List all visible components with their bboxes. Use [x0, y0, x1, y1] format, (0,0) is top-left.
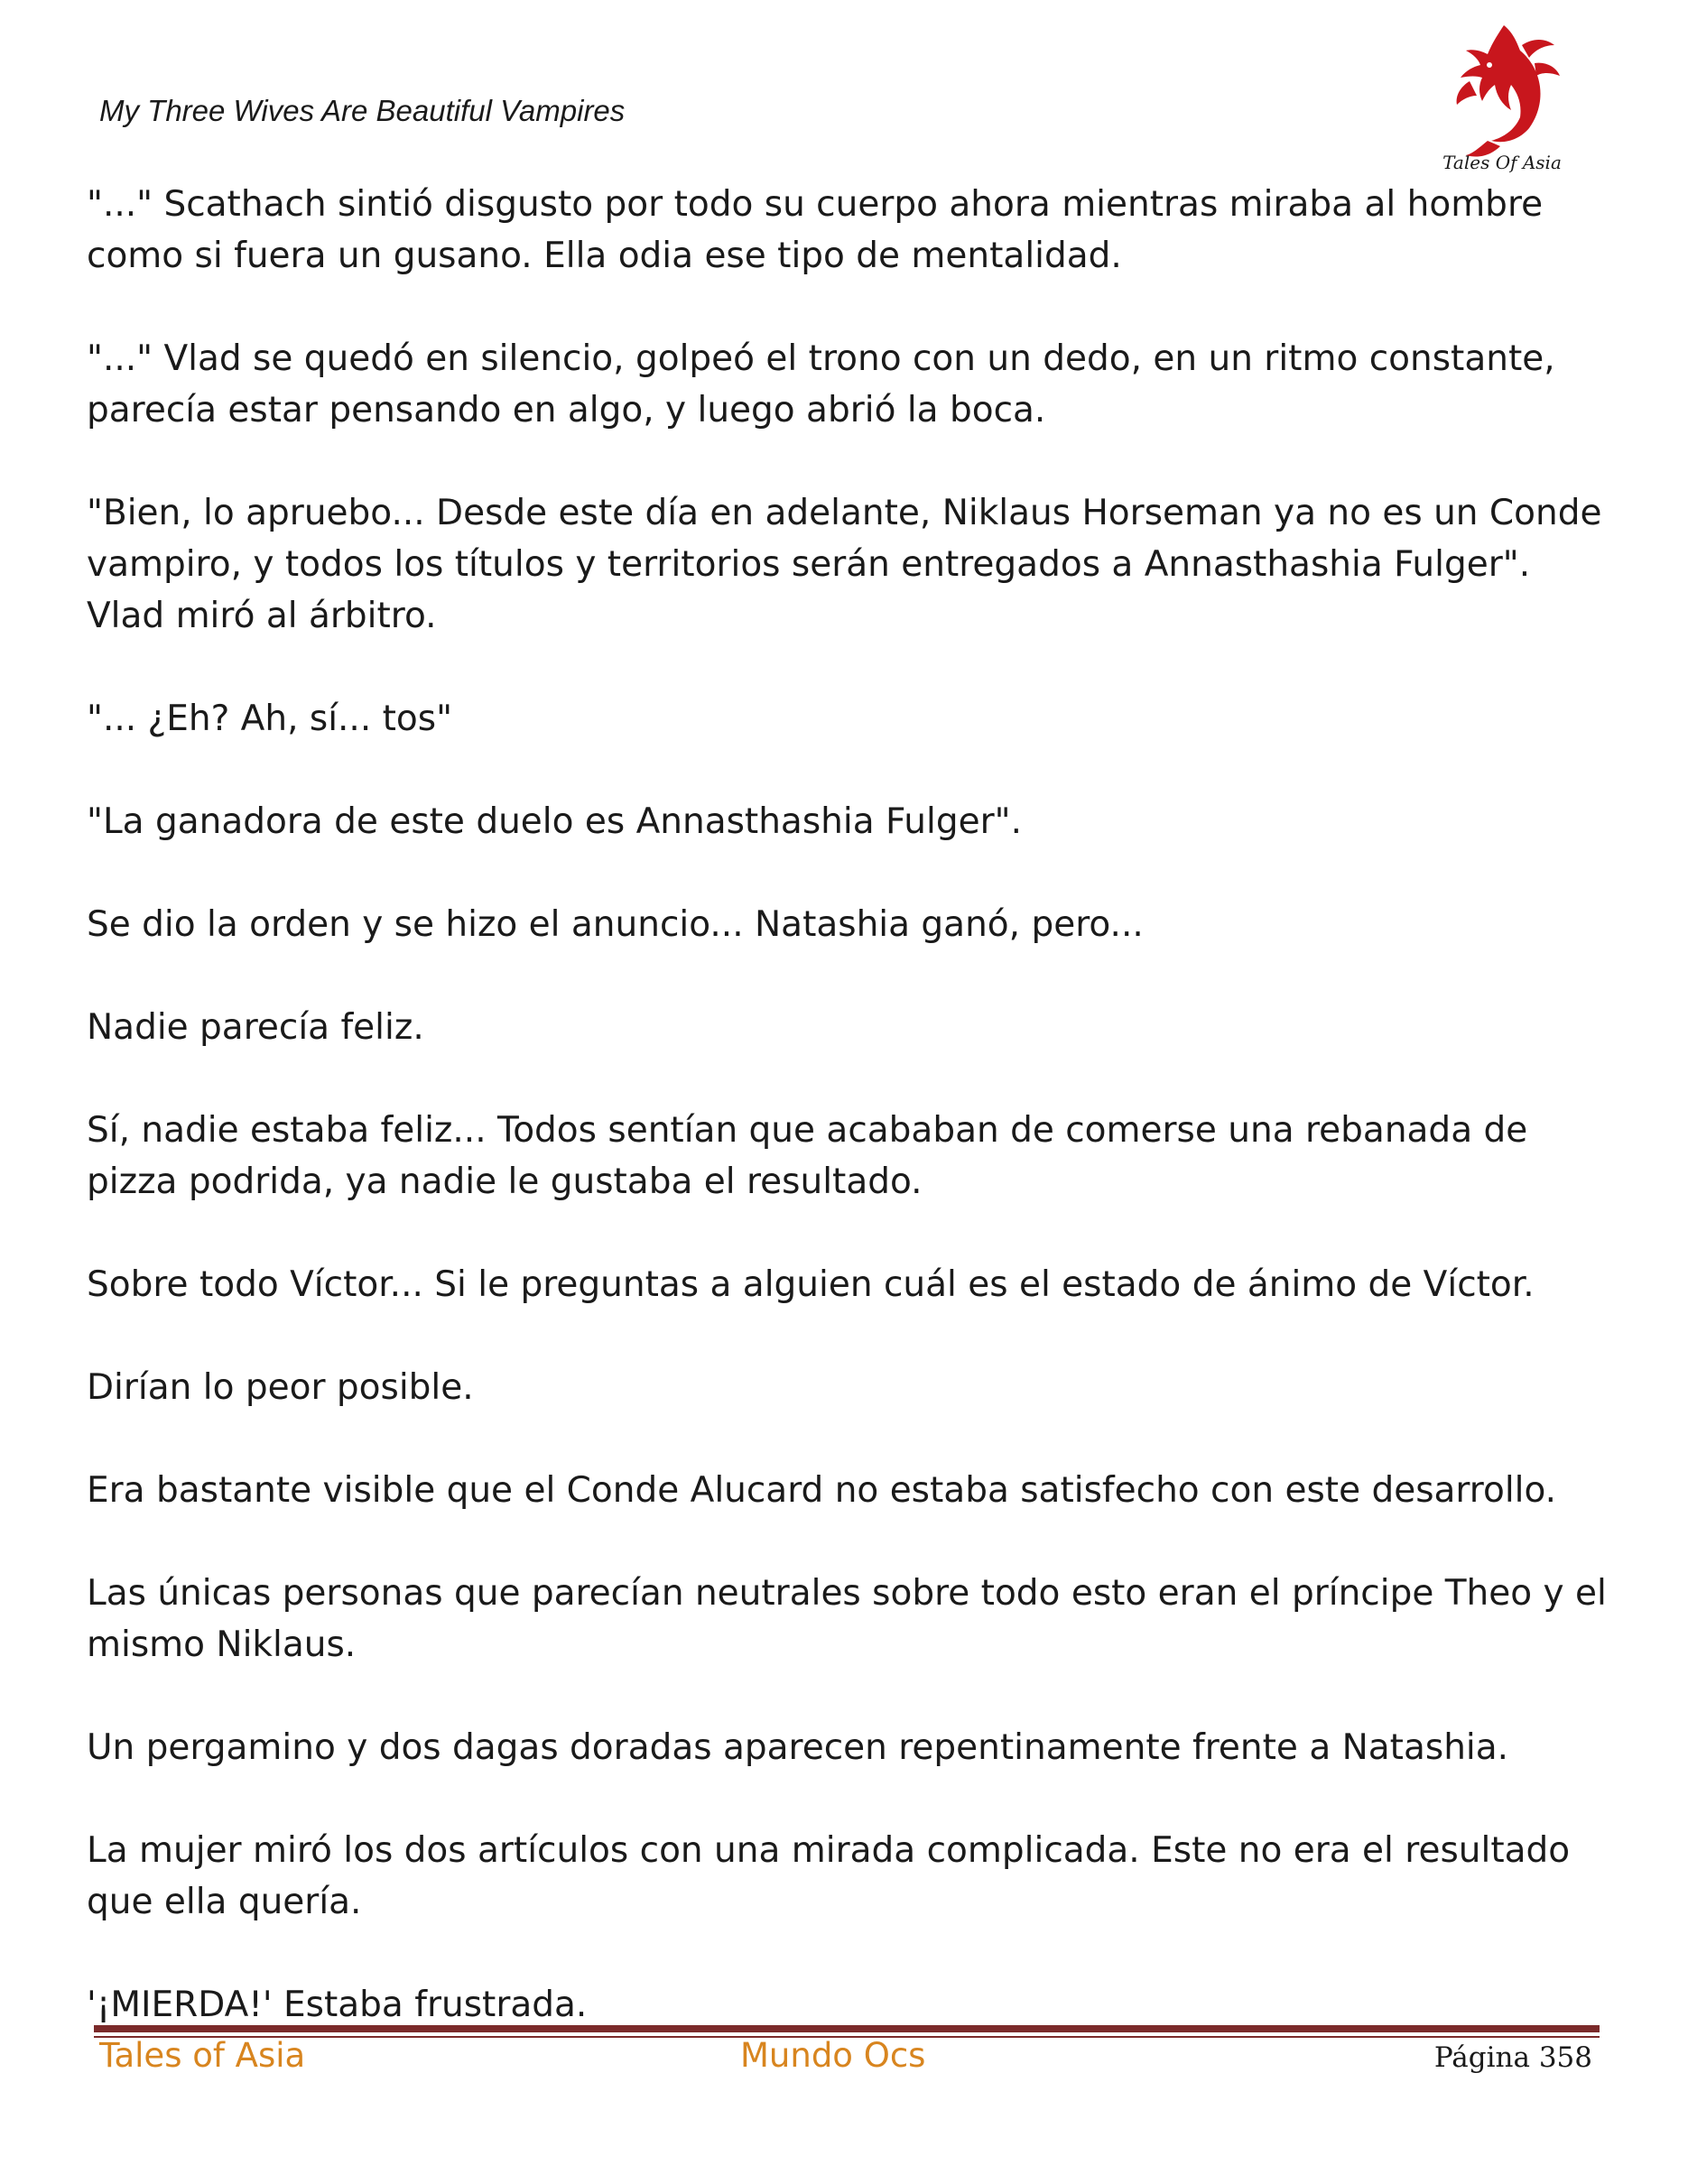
document-body: [87, 179, 1612, 2082]
paragraph: Era bastante visible que el Conde Alucard no estaba satisfecho con este desarrollo.: [87, 1470, 1557, 1511]
page-number: Página 358: [1433, 2041, 1592, 2074]
footer-site-name: Tales of Asia: [99, 2036, 306, 2075]
paragraph: "Bien, lo apruebo... Desde este día en adelante, Niklaus Horseman ya no es un Conde vampiro, y todos los títulos y territorios serán entregados a Annasthashia Fulger". Vlad miró al árbitro.: [87, 493, 1602, 636]
logo-text: Tales Of Asia: [1442, 152, 1562, 173]
footer-rule: [94, 2025, 1600, 2032]
paragraph: "... ¿Eh? Ah, sí... tos": [87, 699, 453, 739]
paragraph: Sobre todo Víctor... Si le preguntas a alguien cuál es el estado de ánimo de Víctor.: [87, 1264, 1535, 1305]
paragraph: Sí, nadie estaba feliz... Todos sentían que acababan de comerse una rebanada de pizza podrida, ya nadie le gustaba el resultado.: [87, 1110, 1528, 1202]
paragraph: Se dio la orden y se hizo el anuncio... Natashia ganó, pero...: [87, 904, 1144, 945]
paragraph: "La ganadora de este duelo es Annasthashia Fulger".: [87, 801, 1022, 842]
paragraph: Dirían lo peor posible.: [87, 1367, 474, 1408]
paragraph: La mujer miró los dos artículos con una mirada complicada. Este no era el resultado que ella quería.: [87, 1830, 1571, 1922]
book-title: My Three Wives Are Beautiful Vampires: [99, 94, 626, 127]
paragraph: Las únicas personas que parecían neutrales sobre todo esto eran el príncipe Theo y el mismo Niklaus.: [87, 1573, 1607, 1665]
footer-section-name: Mundo Ocs: [740, 2036, 926, 2075]
paragraph: Nadie parecía feliz.: [87, 1007, 424, 1048]
paragraph: "..." Vlad se quedó en silencio, golpeó el trono con un dedo, en un ritmo constante, parecía estar pensando en algo, y luego abrió la boca.: [87, 338, 1555, 430]
paragraph: "..." Scathach sintió disgusto por todo su cuerpo ahora mientras miraba al hombre como si fuera un gusano. Ella odia ese tipo de mentalidad.: [87, 184, 1544, 276]
paragraph: '¡MIERDA!' Estaba frustrada.: [87, 1985, 588, 2025]
paragraph: Un pergamino y dos dagas doradas aparecen repentinamente frente a Natashia.: [87, 1727, 1509, 1768]
